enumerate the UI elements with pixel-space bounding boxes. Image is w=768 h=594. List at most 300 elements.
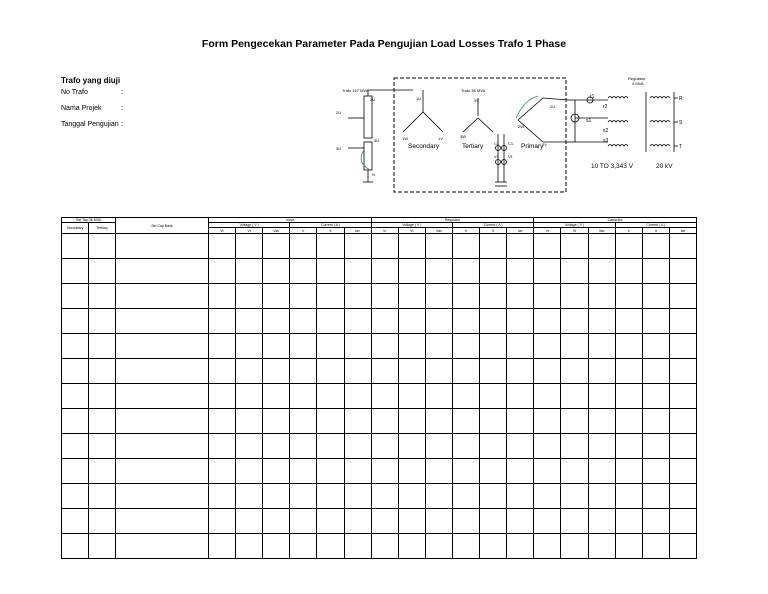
table-cell[interactable]: [480, 384, 507, 409]
table-cell[interactable]: [561, 484, 588, 509]
table-cell[interactable]: [398, 409, 425, 434]
table-cell[interactable]: [480, 259, 507, 284]
table-cell[interactable]: [62, 459, 89, 484]
table-cell[interactable]: [615, 534, 642, 559]
table-body: [62, 234, 697, 559]
table-cell[interactable]: [588, 309, 615, 334]
table-cell[interactable]: [290, 284, 317, 309]
table-cell[interactable]: [480, 234, 507, 259]
table-cell[interactable]: [534, 409, 561, 434]
table-cell[interactable]: [534, 284, 561, 309]
table-cell[interactable]: [344, 484, 371, 509]
voltage-header: Voltage ( V ): [371, 223, 452, 228]
table-cell[interactable]: [588, 409, 615, 434]
table-cell[interactable]: [669, 534, 696, 559]
col-vav: Vav: [263, 228, 290, 234]
table-cell[interactable]: [62, 334, 89, 359]
table-cell[interactable]: [89, 234, 116, 259]
table-cell[interactable]: [561, 509, 588, 534]
table-cell[interactable]: [317, 384, 344, 409]
table-cell[interactable]: [588, 384, 615, 409]
table-cell[interactable]: [480, 434, 507, 459]
table-cell[interactable]: [236, 384, 263, 409]
table-cell[interactable]: [588, 459, 615, 484]
table-cell[interactable]: [290, 509, 317, 534]
table-cell[interactable]: [425, 359, 452, 384]
table-cell[interactable]: [642, 259, 669, 284]
table-cell[interactable]: [507, 509, 534, 534]
table-cell[interactable]: [669, 259, 696, 284]
table-cell[interactable]: [209, 259, 236, 284]
table-cell[interactable]: [236, 534, 263, 559]
table-cell[interactable]: [209, 459, 236, 484]
table-cell[interactable]: [344, 309, 371, 334]
terminal-label: C1: [494, 141, 500, 146]
table-cell[interactable]: [209, 234, 236, 259]
table-cell[interactable]: [452, 359, 479, 384]
table-cell[interactable]: [480, 334, 507, 359]
table-cell[interactable]: [642, 409, 669, 434]
table-cell[interactable]: [371, 234, 398, 259]
table-cell[interactable]: [507, 384, 534, 409]
table-cell[interactable]: [290, 434, 317, 459]
table-cell[interactable]: [615, 334, 642, 359]
table-cell[interactable]: [116, 284, 209, 309]
table-cell[interactable]: [89, 484, 116, 509]
table-cell[interactable]: [89, 509, 116, 534]
table-cell[interactable]: [209, 384, 236, 409]
table-cell[interactable]: [344, 359, 371, 384]
table-cell[interactable]: [588, 434, 615, 459]
table-cell[interactable]: [507, 434, 534, 459]
table-cell[interactable]: [62, 509, 89, 534]
table-cell[interactable]: [116, 309, 209, 334]
table-cell[interactable]: [425, 384, 452, 409]
table-cell[interactable]: [317, 234, 344, 259]
table-cell[interactable]: [534, 384, 561, 409]
table-cell[interactable]: [317, 509, 344, 534]
phase-label: T: [679, 144, 683, 150]
table-cell[interactable]: [507, 334, 534, 359]
table-cell[interactable]: [290, 259, 317, 284]
table-cell[interactable]: [371, 459, 398, 484]
table-cell[interactable]: [371, 484, 398, 509]
table-cell[interactable]: [615, 234, 642, 259]
table-cell[interactable]: [116, 434, 209, 459]
table-cell[interactable]: [425, 334, 452, 359]
table-cell[interactable]: [452, 534, 479, 559]
table-cell[interactable]: [62, 359, 89, 384]
table-cell[interactable]: [89, 334, 116, 359]
table-cell[interactable]: [371, 359, 398, 384]
regulator-coil: [608, 145, 628, 147]
table-cell[interactable]: [398, 459, 425, 484]
table-cell[interactable]: [561, 334, 588, 359]
table-cell[interactable]: [263, 359, 290, 384]
table-cell[interactable]: [398, 509, 425, 534]
table-cell[interactable]: [209, 284, 236, 309]
table-cell[interactable]: [116, 509, 209, 534]
table-cell[interactable]: [425, 309, 452, 334]
wiring-diagram: [328, 70, 688, 200]
table-cell[interactable]: [89, 284, 116, 309]
table-cell[interactable]: [398, 334, 425, 359]
table-cell[interactable]: [209, 434, 236, 459]
table-cell[interactable]: [642, 509, 669, 534]
table-cell[interactable]: [263, 459, 290, 484]
table-cell[interactable]: [89, 359, 116, 384]
table-cell[interactable]: [561, 234, 588, 259]
table-cell[interactable]: [116, 409, 209, 434]
table-cell[interactable]: [236, 284, 263, 309]
table-cell[interactable]: [62, 234, 89, 259]
table-cell[interactable]: [642, 234, 669, 259]
table-cell[interactable]: [116, 234, 209, 259]
table-cell[interactable]: [236, 484, 263, 509]
table-cell[interactable]: [669, 234, 696, 259]
table-cell[interactable]: [263, 434, 290, 459]
table-cell[interactable]: [561, 359, 588, 384]
table-cell[interactable]: [62, 284, 89, 309]
table-cell[interactable]: [615, 359, 642, 384]
table-cell[interactable]: [317, 259, 344, 284]
table-cell[interactable]: [669, 484, 696, 509]
table-cell[interactable]: [561, 459, 588, 484]
table-cell[interactable]: [62, 384, 89, 409]
table-cell[interactable]: [263, 334, 290, 359]
table-cell[interactable]: [425, 409, 452, 434]
table-cell[interactable]: [263, 409, 290, 434]
table-cell[interactable]: [371, 509, 398, 534]
table-cell[interactable]: [116, 534, 209, 559]
table-cell[interactable]: [588, 284, 615, 309]
table-cell[interactable]: [452, 309, 479, 334]
field-label: Tanggal Pengujian: [61, 121, 119, 128]
field-nama-projek: [61, 103, 123, 119]
field-colon: :: [121, 105, 123, 112]
table-cell[interactable]: [209, 309, 236, 334]
table-cell[interactable]: [452, 384, 479, 409]
table-cell[interactable]: [371, 384, 398, 409]
table-cell[interactable]: [236, 409, 263, 434]
table-cell[interactable]: [371, 534, 398, 559]
table-cell[interactable]: [263, 234, 290, 259]
table-cell[interactable]: [561, 309, 588, 334]
table-cell[interactable]: [398, 234, 425, 259]
table-cell[interactable]: [534, 359, 561, 384]
table-cell[interactable]: [588, 359, 615, 384]
table-cell[interactable]: [263, 259, 290, 284]
table-cell[interactable]: [209, 484, 236, 509]
table-cell[interactable]: [615, 484, 642, 509]
trafo1-label: Trafo 167 MVA: [342, 88, 369, 93]
table-cell[interactable]: [452, 459, 479, 484]
table-cell[interactable]: [236, 334, 263, 359]
table-cell[interactable]: [425, 259, 452, 284]
table-cell[interactable]: [615, 509, 642, 534]
table-cell[interactable]: [507, 309, 534, 334]
table-cell[interactable]: [89, 409, 116, 434]
terminal-label: 1W: [402, 136, 408, 141]
table-cell[interactable]: [507, 409, 534, 434]
table-cell[interactable]: [344, 234, 371, 259]
table-cell[interactable]: [371, 284, 398, 309]
table-cell[interactable]: [317, 459, 344, 484]
table-cell[interactable]: [89, 309, 116, 334]
table-cell[interactable]: [236, 259, 263, 284]
table-cell[interactable]: [425, 234, 452, 259]
table-cell[interactable]: [398, 534, 425, 559]
table-cell[interactable]: [116, 334, 209, 359]
table-cell[interactable]: [452, 434, 479, 459]
table-cell[interactable]: [534, 259, 561, 284]
table-cell[interactable]: [116, 459, 209, 484]
table-cell[interactable]: [534, 509, 561, 534]
table-cell[interactable]: [62, 259, 89, 284]
table-cell[interactable]: [62, 309, 89, 334]
table-cell[interactable]: [615, 309, 642, 334]
table-cell[interactable]: [669, 334, 696, 359]
table-cell[interactable]: [534, 484, 561, 509]
table-cell[interactable]: [669, 309, 696, 334]
table-cell[interactable]: [561, 384, 588, 409]
table-cell[interactable]: [615, 459, 642, 484]
table-cell[interactable]: [507, 284, 534, 309]
table-cell[interactable]: [588, 534, 615, 559]
table-cell[interactable]: [534, 459, 561, 484]
table-cell[interactable]: [561, 284, 588, 309]
table-cell[interactable]: [642, 534, 669, 559]
table-cell[interactable]: [209, 409, 236, 434]
col-iav: Iav: [669, 228, 696, 234]
table-cell[interactable]: [480, 409, 507, 434]
table-cell[interactable]: [236, 459, 263, 484]
supply-coil: [650, 145, 670, 147]
table-cell[interactable]: [263, 284, 290, 309]
table-cell[interactable]: [236, 309, 263, 334]
table-cell[interactable]: [371, 334, 398, 359]
table-cell[interactable]: [588, 509, 615, 534]
table-cell[interactable]: [89, 459, 116, 484]
table-cell[interactable]: [89, 434, 116, 459]
table-cell[interactable]: [642, 484, 669, 509]
table-cell[interactable]: [669, 409, 696, 434]
table-cell[interactable]: [480, 284, 507, 309]
table-cell[interactable]: [561, 259, 588, 284]
table-cell[interactable]: [317, 334, 344, 359]
table-cell[interactable]: [290, 234, 317, 259]
table-cell[interactable]: [209, 359, 236, 384]
secondary-label: Secondary: [408, 143, 440, 150]
table-cell[interactable]: [642, 459, 669, 484]
table-cell[interactable]: [425, 284, 452, 309]
group-header-input: Input: [209, 218, 372, 223]
trafo1-upper-coil: [364, 96, 372, 138]
table-cell[interactable]: [452, 334, 479, 359]
table-cell[interactable]: [507, 234, 534, 259]
table-cell[interactable]: [116, 384, 209, 409]
table-cell[interactable]: [398, 484, 425, 509]
table-cell[interactable]: [669, 509, 696, 534]
table-cell[interactable]: [398, 284, 425, 309]
table-cell[interactable]: [642, 384, 669, 409]
table-cell[interactable]: [425, 484, 452, 509]
table-cell[interactable]: [561, 534, 588, 559]
table-cell[interactable]: [116, 359, 209, 384]
table-cell[interactable]: [89, 259, 116, 284]
table-cell[interactable]: [290, 459, 317, 484]
table-cell[interactable]: [263, 534, 290, 559]
group-header-capacitor: Capacitor: [534, 218, 697, 223]
table-cell[interactable]: [236, 359, 263, 384]
table-cell[interactable]: [561, 409, 588, 434]
table-cell[interactable]: [263, 509, 290, 534]
table-cell[interactable]: [480, 509, 507, 534]
table-cell[interactable]: [642, 434, 669, 459]
table-cell[interactable]: [669, 359, 696, 384]
table-cell[interactable]: [290, 409, 317, 434]
table-cell[interactable]: [452, 284, 479, 309]
table-cell[interactable]: [507, 459, 534, 484]
table-cell[interactable]: [62, 484, 89, 509]
green-link: [516, 96, 538, 118]
table-cell[interactable]: [290, 384, 317, 409]
table-cell[interactable]: [480, 309, 507, 334]
table-cell[interactable]: [588, 484, 615, 509]
table-cell[interactable]: [425, 509, 452, 534]
table-cell[interactable]: [344, 259, 371, 284]
table-cell[interactable]: [317, 534, 344, 559]
table-cell[interactable]: [236, 234, 263, 259]
table-cell[interactable]: [669, 384, 696, 409]
table-cell[interactable]: [116, 484, 209, 509]
table-cell[interactable]: [290, 309, 317, 334]
table-cell[interactable]: [615, 259, 642, 284]
table-cell[interactable]: [642, 359, 669, 384]
table-cell[interactable]: [507, 484, 534, 509]
table-cell[interactable]: [588, 334, 615, 359]
table-cell[interactable]: [588, 234, 615, 259]
table-cell[interactable]: [480, 484, 507, 509]
table-cell[interactable]: [263, 484, 290, 509]
table-cell[interactable]: [398, 259, 425, 284]
table-cell[interactable]: [642, 309, 669, 334]
table-cell[interactable]: [507, 534, 534, 559]
table-cell[interactable]: [507, 359, 534, 384]
table-cell[interactable]: [344, 534, 371, 559]
table-cell[interactable]: [344, 509, 371, 534]
table-cell[interactable]: [615, 384, 642, 409]
table-cell[interactable]: [398, 359, 425, 384]
table-cell[interactable]: [317, 484, 344, 509]
table-cell[interactable]: [290, 484, 317, 509]
table-cell[interactable]: [236, 434, 263, 459]
table-cell[interactable]: [209, 509, 236, 534]
table-cell[interactable]: [317, 359, 344, 384]
table-cell[interactable]: [398, 434, 425, 459]
table-cell[interactable]: [615, 409, 642, 434]
table-cell[interactable]: [344, 409, 371, 434]
table-cell[interactable]: [480, 459, 507, 484]
table-cell[interactable]: [371, 409, 398, 434]
table-cell[interactable]: [290, 334, 317, 359]
table-cell[interactable]: [263, 309, 290, 334]
table-cell[interactable]: [263, 384, 290, 409]
table-cell[interactable]: [344, 284, 371, 309]
table-cell[interactable]: [425, 459, 452, 484]
table-cell[interactable]: [452, 409, 479, 434]
table-cell[interactable]: [534, 334, 561, 359]
table-cell[interactable]: [317, 309, 344, 334]
table-cell[interactable]: [669, 434, 696, 459]
table-cell[interactable]: [425, 434, 452, 459]
table-cell[interactable]: [317, 284, 344, 309]
table-cell[interactable]: [236, 509, 263, 534]
table-cell[interactable]: [452, 259, 479, 284]
table-cell[interactable]: [209, 334, 236, 359]
table-cell[interactable]: [452, 509, 479, 534]
table-cell[interactable]: [209, 534, 236, 559]
table-cell[interactable]: [534, 534, 561, 559]
table-cell[interactable]: [317, 409, 344, 434]
table-cell[interactable]: [116, 259, 209, 284]
terminal-label: 1V: [438, 136, 443, 141]
table-cell[interactable]: [344, 384, 371, 409]
table-cell[interactable]: [317, 434, 344, 459]
table-cell[interactable]: [480, 534, 507, 559]
table-cell[interactable]: [371, 434, 398, 459]
table-row: [62, 309, 697, 334]
table-cell[interactable]: [561, 434, 588, 459]
table-cell[interactable]: [62, 534, 89, 559]
table-cell[interactable]: [371, 309, 398, 334]
table-cell[interactable]: [344, 459, 371, 484]
measurement-table-wrapper: [61, 217, 697, 559]
table-cell[interactable]: [371, 259, 398, 284]
table-cell[interactable]: [588, 259, 615, 284]
table-cell[interactable]: [62, 434, 89, 459]
table-cell[interactable]: [615, 434, 642, 459]
table-cell[interactable]: [669, 284, 696, 309]
table-cell[interactable]: [615, 284, 642, 309]
table-cell[interactable]: [290, 534, 317, 559]
table-cell[interactable]: [534, 309, 561, 334]
col-ir: Ir: [615, 228, 642, 234]
table-cell[interactable]: [480, 359, 507, 384]
table-cell[interactable]: [534, 434, 561, 459]
table-cell[interactable]: [89, 534, 116, 559]
table-cell[interactable]: [452, 484, 479, 509]
table-cell[interactable]: [452, 234, 479, 259]
table-cell[interactable]: [398, 309, 425, 334]
table-cell[interactable]: [534, 234, 561, 259]
trafo-info-section: [61, 76, 123, 135]
page-title: Form Pengecekan Parameter Pada Pengujian Load Losses Trafo 1 Phase: [201, 38, 567, 50]
table-cell[interactable]: [62, 409, 89, 434]
table-cell[interactable]: [344, 334, 371, 359]
table-cell[interactable]: [642, 334, 669, 359]
table-cell[interactable]: [425, 534, 452, 559]
current-header: Current ( A ): [615, 223, 696, 228]
table-cell[interactable]: [642, 284, 669, 309]
table-cell[interactable]: [89, 384, 116, 409]
table-cell[interactable]: [669, 459, 696, 484]
table-cell[interactable]: [290, 359, 317, 384]
table-cell[interactable]: [398, 384, 425, 409]
table-cell[interactable]: [507, 259, 534, 284]
table-cell[interactable]: [344, 434, 371, 459]
voltage-header: Voltage ( V ): [209, 223, 290, 228]
